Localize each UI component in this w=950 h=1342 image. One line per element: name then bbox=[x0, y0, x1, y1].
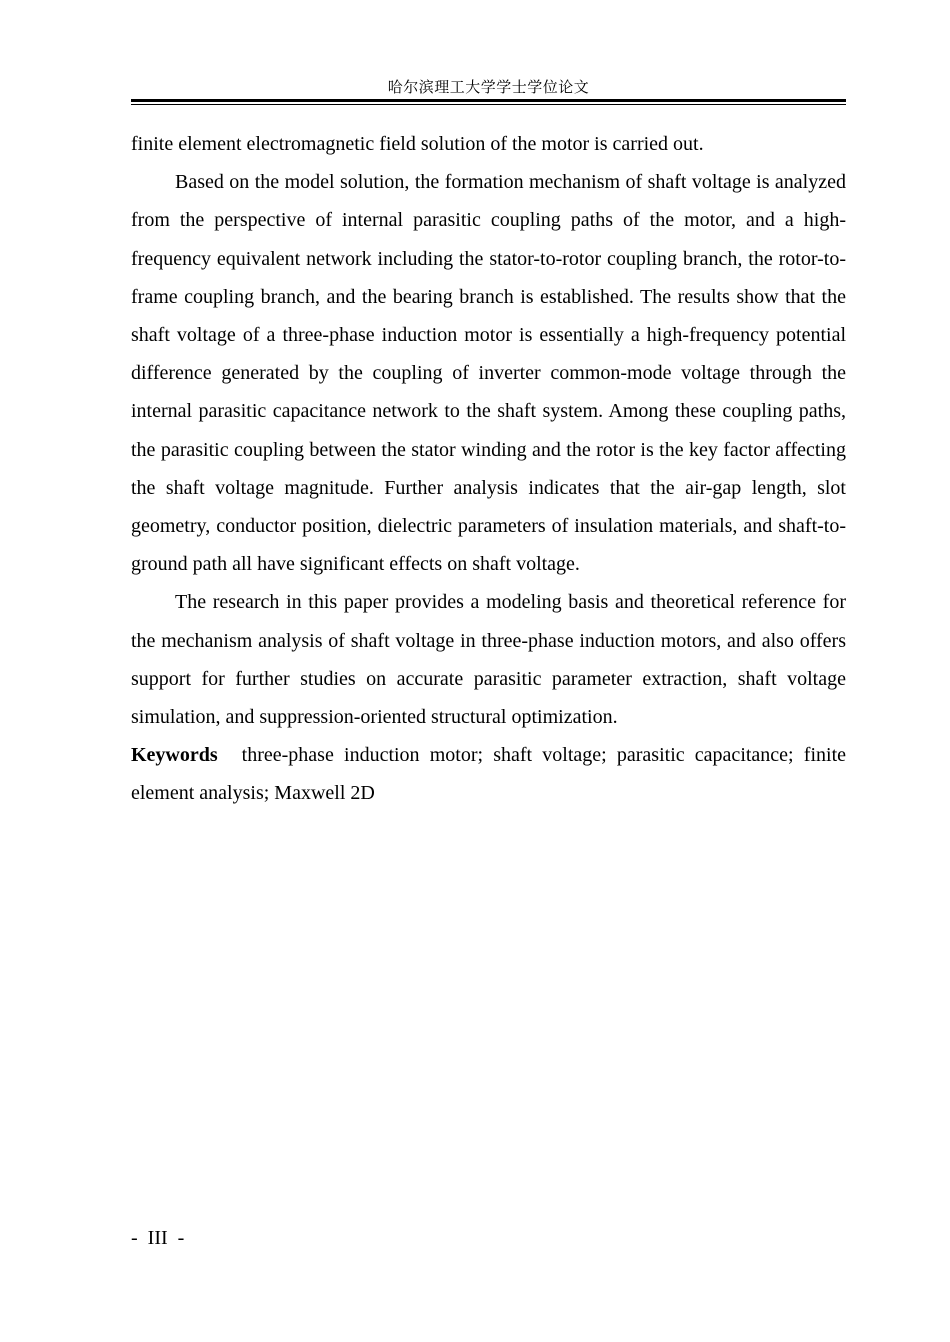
header-rule-thin bbox=[131, 104, 846, 105]
keywords-text: three-phase induction motor; shaft voltage; parasitic capacitance; finite element analysis; Maxwell 2D bbox=[131, 744, 846, 805]
header-rule-thick bbox=[131, 99, 846, 102]
keywords-label: Keywords bbox=[131, 744, 218, 767]
paragraph-continuation: finite element electromagnetic field solution of the motor is carried out. bbox=[131, 133, 704, 155]
paragraph-findings: Based on the model solution, the formation mechanism of shaft voltage is analyzed from the perspective of internal parasitic coupling paths of the motor, and a high-frequency equivalent network including the stator-to-rotor coupling branch, the rotor-to-frame coupling branch, and the bearing branch is established. The results show that the shaft voltage of a three-phase induction motor is essentially a high-frequency potential difference generated by the coupling of inverter common-mode voltage through the internal parasitic capacitance network to the shaft system. Among these coupling paths, the parasitic coupling between the stator winding and the rotor is the key factor affecting the shaft voltage magnitude. Further analysis indicates that the air-gap length, slot geometry, conductor position, dielectric parameters of insulation materials, and shaft-to-ground path all have significant effects on shaft voltage. bbox=[131, 171, 846, 576]
paragraph-contribution: The research in this paper provides a modeling basis and theoretical reference for the mechanism analysis of shaft voltage in three-phase induction motors, and also offers support for further studies on accurate parasitic parameter extraction, shaft voltage simulation, and suppression-oriented structural optimization. bbox=[131, 591, 846, 729]
page-header: 哈尔滨理工大学学士学位论文 bbox=[387, 80, 590, 96]
page-number: - III - bbox=[131, 1227, 185, 1249]
keywords-line bbox=[131, 736, 846, 812]
abstract-body bbox=[131, 125, 846, 813]
